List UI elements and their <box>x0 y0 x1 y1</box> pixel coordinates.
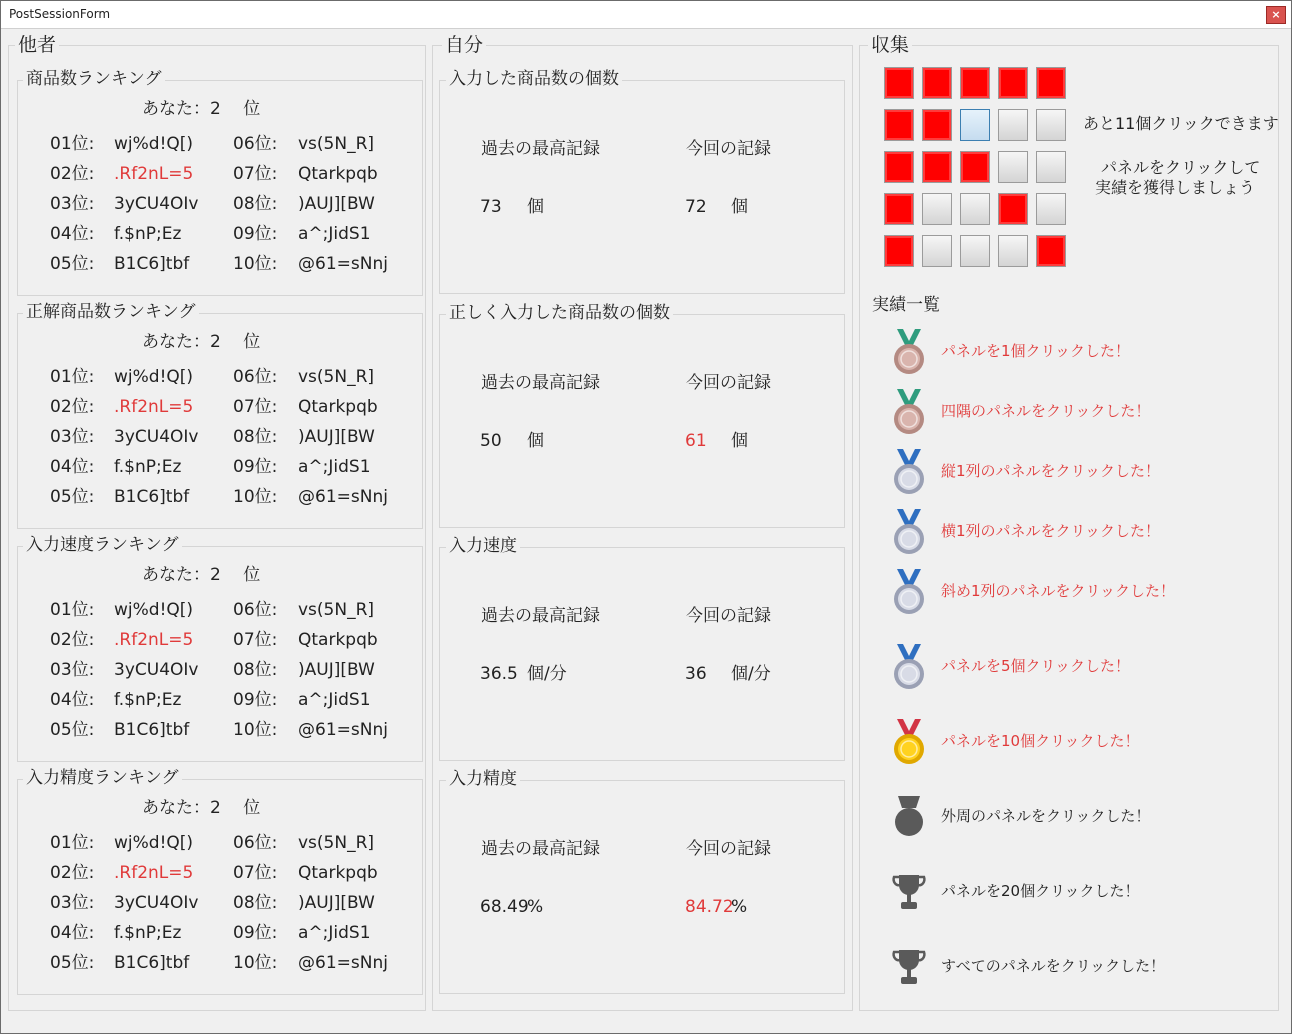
rank-player-name: @61=sNnj <box>298 720 388 740</box>
rank-number: 10位: <box>233 720 278 740</box>
rank-number: 01位: <box>50 367 95 387</box>
collect-title: 収集 <box>868 34 912 56</box>
locked-trophy-icon <box>889 867 929 919</box>
rank-number: 02位: <box>50 164 95 184</box>
rank-number: 03位: <box>50 660 95 680</box>
locked-medal-icon <box>889 792 929 844</box>
rank-number: 02位: <box>50 630 95 650</box>
rank-player-name: @61=sNnj <box>298 487 388 507</box>
rank-number: 07位: <box>233 164 278 184</box>
best-record-label: 過去の最高記録 <box>481 373 600 393</box>
current-record-unit: % <box>731 897 748 917</box>
collect-panel[interactable] <box>884 151 914 183</box>
current-record-label: 今回の記録 <box>686 373 771 393</box>
rank-number: 08位: <box>233 427 278 447</box>
achievement-text: パネルを5個クリックした！ <box>941 657 1130 675</box>
collect-panel[interactable] <box>960 109 990 141</box>
rank-player-name: 3yCU4OIv <box>114 194 199 214</box>
rank-player-name: .Rf2nL=5 <box>114 863 194 883</box>
best-record-label: 過去の最高記録 <box>481 139 600 159</box>
your-rank: あなた：2 位 <box>142 99 261 119</box>
remaining-clicks-text: あと11個クリックできます <box>1083 114 1279 133</box>
rank-number: 08位: <box>233 660 278 680</box>
rank-number: 09位: <box>233 923 278 943</box>
rank-player-name: a^;JidS1 <box>298 690 371 710</box>
best-record-unit: 個 <box>527 197 544 217</box>
achievement-text: パネルを1個クリックした！ <box>941 342 1130 360</box>
hint-text-line2: 実績を獲得しましょう <box>1095 178 1256 197</box>
rank-number: 10位: <box>233 487 278 507</box>
your-rank: あなた：2 位 <box>142 798 261 818</box>
current-record-label: 今回の記録 <box>686 839 771 859</box>
rank-player-name: .Rf2nL=5 <box>114 164 194 184</box>
rank-player-name: .Rf2nL=5 <box>114 397 194 417</box>
current-record-value: 36 <box>685 664 707 684</box>
rank-player-name: )AUJ][BW <box>298 660 375 680</box>
collect-panel[interactable] <box>998 151 1028 183</box>
rank-player-name: f.$nP;Ez <box>114 224 182 244</box>
collect-panel[interactable] <box>884 109 914 141</box>
rank-number: 01位: <box>50 833 95 853</box>
record-box <box>439 780 845 994</box>
rank-player-name: )AUJ][BW <box>298 194 375 214</box>
rank-number: 05位: <box>50 953 95 973</box>
rank-number: 08位: <box>233 194 278 214</box>
window-title: PostSessionForm <box>9 7 111 21</box>
ranking-title: 入力速度ランキング <box>23 535 182 555</box>
collect-panel[interactable] <box>998 193 1028 225</box>
rank-player-name: 3yCU4OIv <box>114 660 199 680</box>
rank-player-name: vs(5N_R] <box>298 600 375 620</box>
rank-number: 04位: <box>50 923 95 943</box>
record-title: 入力精度 <box>446 769 520 789</box>
rank-player-name: vs(5N_R] <box>298 134 375 154</box>
collect-panel[interactable] <box>1036 193 1066 225</box>
rank-player-name: Qtarkpqb <box>298 863 378 883</box>
current-record-value: 72 <box>685 197 707 217</box>
rank-player-name: wj%d!Q[) <box>114 600 194 620</box>
rank-number: 08位: <box>233 893 278 913</box>
rank-number: 07位: <box>233 863 278 883</box>
achievement-text: 斜め1列のパネルをクリックした！ <box>941 582 1175 600</box>
rank-player-name: B1C6]tbf <box>114 487 190 507</box>
rank-number: 09位: <box>233 457 278 477</box>
rank-number: 04位: <box>50 690 95 710</box>
collect-panel[interactable] <box>960 193 990 225</box>
current-record-unit: 個/分 <box>731 664 771 684</box>
record-title: 入力した商品数の個数 <box>446 69 622 89</box>
current-record-value: 61 <box>685 431 707 451</box>
your-rank: あなた：2 位 <box>142 332 261 352</box>
rank-player-name: a^;JidS1 <box>298 224 371 244</box>
record-title: 入力速度 <box>446 536 520 556</box>
silver-medal-icon <box>889 507 929 559</box>
your-rank: あなた：2 位 <box>142 565 261 585</box>
rank-player-name: wj%d!Q[) <box>114 367 194 387</box>
ranking-title: 商品数ランキング <box>23 69 165 89</box>
current-record-label: 今回の記録 <box>686 606 771 626</box>
achievement-text: 外周のパネルをクリックした！ <box>941 807 1151 825</box>
rank-number: 06位: <box>233 600 278 620</box>
collect-panel[interactable] <box>1036 67 1066 99</box>
collect-panel[interactable] <box>922 151 952 183</box>
silver-medal-icon <box>889 567 929 619</box>
collect-panel[interactable] <box>884 235 914 267</box>
rank-number: 03位: <box>50 427 95 447</box>
rank-player-name: wj%d!Q[) <box>114 833 194 853</box>
rank-player-name: f.$nP;Ez <box>114 923 182 943</box>
best-record-unit: 個 <box>527 431 544 451</box>
rank-number: 04位: <box>50 224 95 244</box>
rank-number: 06位: <box>233 833 278 853</box>
collect-panel[interactable] <box>884 193 914 225</box>
achievement-text: パネルを10個クリックした！ <box>941 732 1140 750</box>
rank-number: 01位: <box>50 134 95 154</box>
collect-panel[interactable] <box>998 67 1028 99</box>
achievement-text: すべてのパネルをクリックした！ <box>941 957 1166 975</box>
ranking-title: 入力精度ランキング <box>23 768 182 788</box>
rank-number: 07位: <box>233 397 278 417</box>
achievement-text: 横1列のパネルをクリックした！ <box>941 522 1160 540</box>
collect-panel[interactable] <box>884 67 914 99</box>
achievement-text: 四隅のパネルをクリックした！ <box>941 402 1151 420</box>
rank-number: 09位: <box>233 690 278 710</box>
collect-panel[interactable] <box>1036 151 1066 183</box>
collect-panel[interactable] <box>922 193 952 225</box>
rank-number: 02位: <box>50 863 95 883</box>
collect-panel[interactable] <box>998 235 1028 267</box>
achievement-text: パネルを20個クリックした！ <box>941 882 1140 900</box>
best-record-label: 過去の最高記録 <box>481 606 600 626</box>
rank-player-name: vs(5N_R] <box>298 367 375 387</box>
collect-panel[interactable] <box>1036 235 1066 267</box>
record-box <box>439 80 845 294</box>
rank-player-name: .Rf2nL=5 <box>114 630 194 650</box>
rank-number: 06位: <box>233 367 278 387</box>
rank-number: 05位: <box>50 487 95 507</box>
gold-medal-icon <box>889 717 929 769</box>
bronze-medal-icon <box>889 327 929 379</box>
rank-number: 05位: <box>50 254 95 274</box>
locked-trophy-icon <box>889 942 929 994</box>
collect-panel[interactable] <box>960 151 990 183</box>
rank-number: 05位: <box>50 720 95 740</box>
rank-player-name: vs(5N_R] <box>298 833 375 853</box>
rank-player-name: a^;JidS1 <box>298 457 371 477</box>
rank-player-name: f.$nP;Ez <box>114 690 182 710</box>
rank-number: 04位: <box>50 457 95 477</box>
achievements-title: 実績一覧 <box>872 295 940 315</box>
rank-player-name: 3yCU4OIv <box>114 427 199 447</box>
rank-player-name: wj%d!Q[) <box>114 134 194 154</box>
rank-player-name: a^;JidS1 <box>298 923 371 943</box>
self-title: 自分 <box>442 34 486 56</box>
collect-panel[interactable] <box>1036 109 1066 141</box>
rank-number: 03位: <box>50 194 95 214</box>
hint-text-line1: パネルをクリックして <box>1101 158 1261 177</box>
rank-player-name: Qtarkpqb <box>298 164 378 184</box>
rank-player-name: )AUJ][BW <box>298 893 375 913</box>
rank-player-name: @61=sNnj <box>298 953 388 973</box>
record-box <box>439 314 845 528</box>
current-record-unit: 個 <box>731 197 748 217</box>
close-icon[interactable]: × <box>1266 6 1286 24</box>
rank-player-name: B1C6]tbf <box>114 720 190 740</box>
rank-player-name: Qtarkpqb <box>298 397 378 417</box>
collect-panel[interactable] <box>922 67 952 99</box>
rank-player-name: )AUJ][BW <box>298 427 375 447</box>
rank-number: 10位: <box>233 254 278 274</box>
current-record-label: 今回の記録 <box>686 139 771 159</box>
rank-player-name: 3yCU4OIv <box>114 893 199 913</box>
others-title: 他者 <box>15 34 59 56</box>
current-record-value: 84.72 <box>685 897 734 917</box>
silver-medal-icon <box>889 642 929 694</box>
best-record-value: 68.49 <box>480 897 529 917</box>
rank-number: 09位: <box>233 224 278 244</box>
best-record-value: 36.5 <box>480 664 518 684</box>
rank-number: 02位: <box>50 397 95 417</box>
achievement-text: 縦1列のパネルをクリックした！ <box>941 462 1160 480</box>
rank-player-name: @61=sNnj <box>298 254 388 274</box>
record-box <box>439 547 845 761</box>
collect-panel[interactable] <box>960 67 990 99</box>
rank-number: 01位: <box>50 600 95 620</box>
rank-player-name: Qtarkpqb <box>298 630 378 650</box>
rank-number: 03位: <box>50 893 95 913</box>
rank-number: 07位: <box>233 630 278 650</box>
best-record-label: 過去の最高記録 <box>481 839 600 859</box>
rank-number: 06位: <box>233 134 278 154</box>
collect-panel[interactable] <box>960 235 990 267</box>
record-title: 正しく入力した商品数の個数 <box>446 303 673 323</box>
collect-panel[interactable] <box>922 109 952 141</box>
best-record-value: 73 <box>480 197 502 217</box>
best-record-unit: % <box>527 897 544 917</box>
silver-medal-icon <box>889 447 929 499</box>
collect-panel[interactable] <box>998 109 1028 141</box>
rank-player-name: f.$nP;Ez <box>114 457 182 477</box>
best-record-value: 50 <box>480 431 502 451</box>
current-record-unit: 個 <box>731 431 748 451</box>
ranking-title: 正解商品数ランキング <box>23 302 199 322</box>
collect-panel[interactable] <box>922 235 952 267</box>
rank-player-name: B1C6]tbf <box>114 953 190 973</box>
best-record-unit: 個/分 <box>527 664 567 684</box>
rank-player-name: B1C6]tbf <box>114 254 190 274</box>
bronze-medal-icon <box>889 387 929 439</box>
rank-number: 10位: <box>233 953 278 973</box>
title-bar <box>1 1 1291 29</box>
